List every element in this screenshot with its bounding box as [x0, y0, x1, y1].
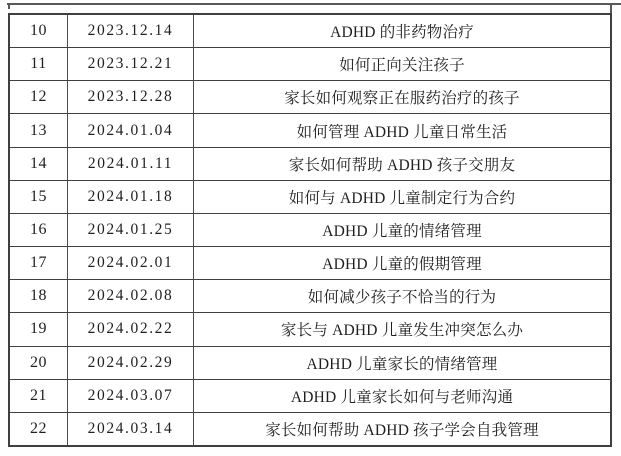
session-topic-cell: 如何管理 ADHD 儿童日常生活 [193, 114, 610, 146]
session-date-cell: 2024.02.08 [67, 280, 193, 312]
table-row [10, 346, 610, 379]
session-date-cell: 2024.01.11 [67, 148, 193, 180]
session-topic-cell: ADHD 儿童家长的情绪管理 [193, 347, 610, 379]
session-number-cell: 16 [30, 221, 47, 239]
session-date-cell: 2024.02.01 [67, 247, 193, 279]
session-date-cell: 2024.02.22 [67, 313, 193, 345]
session-topic-cell: 家长与 ADHD 儿童发生冲突怎么办 [193, 313, 610, 345]
session-date-cell: 2024.02.29 [67, 347, 193, 379]
session-number-cell: 12 [30, 88, 47, 106]
table-row [10, 15, 610, 47]
session-date-cell: 2023.12.14 [67, 15, 193, 47]
session-date-cell: 2024.03.07 [67, 380, 193, 412]
table-row [10, 279, 610, 312]
session-topic-cell: 如何与 ADHD 儿童制定行为合约 [193, 181, 610, 213]
session-number-cell: 22 [30, 419, 47, 437]
table-row [10, 412, 610, 445]
table-row [10, 80, 610, 113]
session-date-cell: 2024.03.14 [67, 413, 193, 445]
session-number-cell: 13 [30, 121, 47, 139]
table-row [10, 312, 610, 345]
session-topic-cell: ADHD 儿童的情绪管理 [193, 214, 610, 246]
table-row [10, 213, 610, 246]
table-row [10, 113, 610, 146]
session-number-cell: 19 [30, 320, 47, 338]
session-number-cell: 11 [30, 55, 47, 73]
session-topic-cell: ADHD 儿童家长如何与老师沟通 [193, 380, 610, 412]
session-schedule-table [8, 13, 612, 447]
session-date-cell: 2023.12.21 [67, 48, 193, 80]
session-topic-cell: 如何减少孩子不恰当的行为 [193, 280, 610, 312]
session-number-cell: 17 [30, 254, 47, 272]
session-number-cell: 18 [30, 287, 47, 305]
session-number-cell: 14 [30, 154, 47, 172]
session-date-cell: 2024.01.18 [67, 181, 193, 213]
session-topic-cell: 家长如何观察正在服药治疗的孩子 [193, 81, 610, 113]
session-number-cell: 20 [30, 353, 47, 371]
table-row [10, 147, 610, 180]
session-topic-cell: 家长如何帮助 ADHD 孩子交朋友 [193, 148, 610, 180]
session-topic-cell: 如何正向关注孩子 [193, 48, 610, 80]
session-topic-cell: 家长如何帮助 ADHD 孩子学会自我管理 [193, 413, 610, 445]
cropped-row-bottom-border [7, 3, 621, 5]
table-row [10, 379, 610, 412]
session-date-cell: 2024.01.25 [67, 214, 193, 246]
session-number-cell: 10 [30, 22, 47, 40]
session-date-cell: 2024.01.04 [67, 114, 193, 146]
table-row [10, 47, 610, 80]
table-row [10, 246, 610, 279]
table-row [10, 180, 610, 213]
session-date-cell: 2023.12.28 [67, 81, 193, 113]
session-number-cell: 21 [30, 386, 47, 404]
session-topic-cell: ADHD 的非药物治疗 [193, 15, 610, 47]
cropped-row-left-border [8, 4, 10, 9]
session-topic-cell: ADHD 儿童的假期管理 [193, 247, 610, 279]
session-number-cell: 15 [30, 187, 47, 205]
